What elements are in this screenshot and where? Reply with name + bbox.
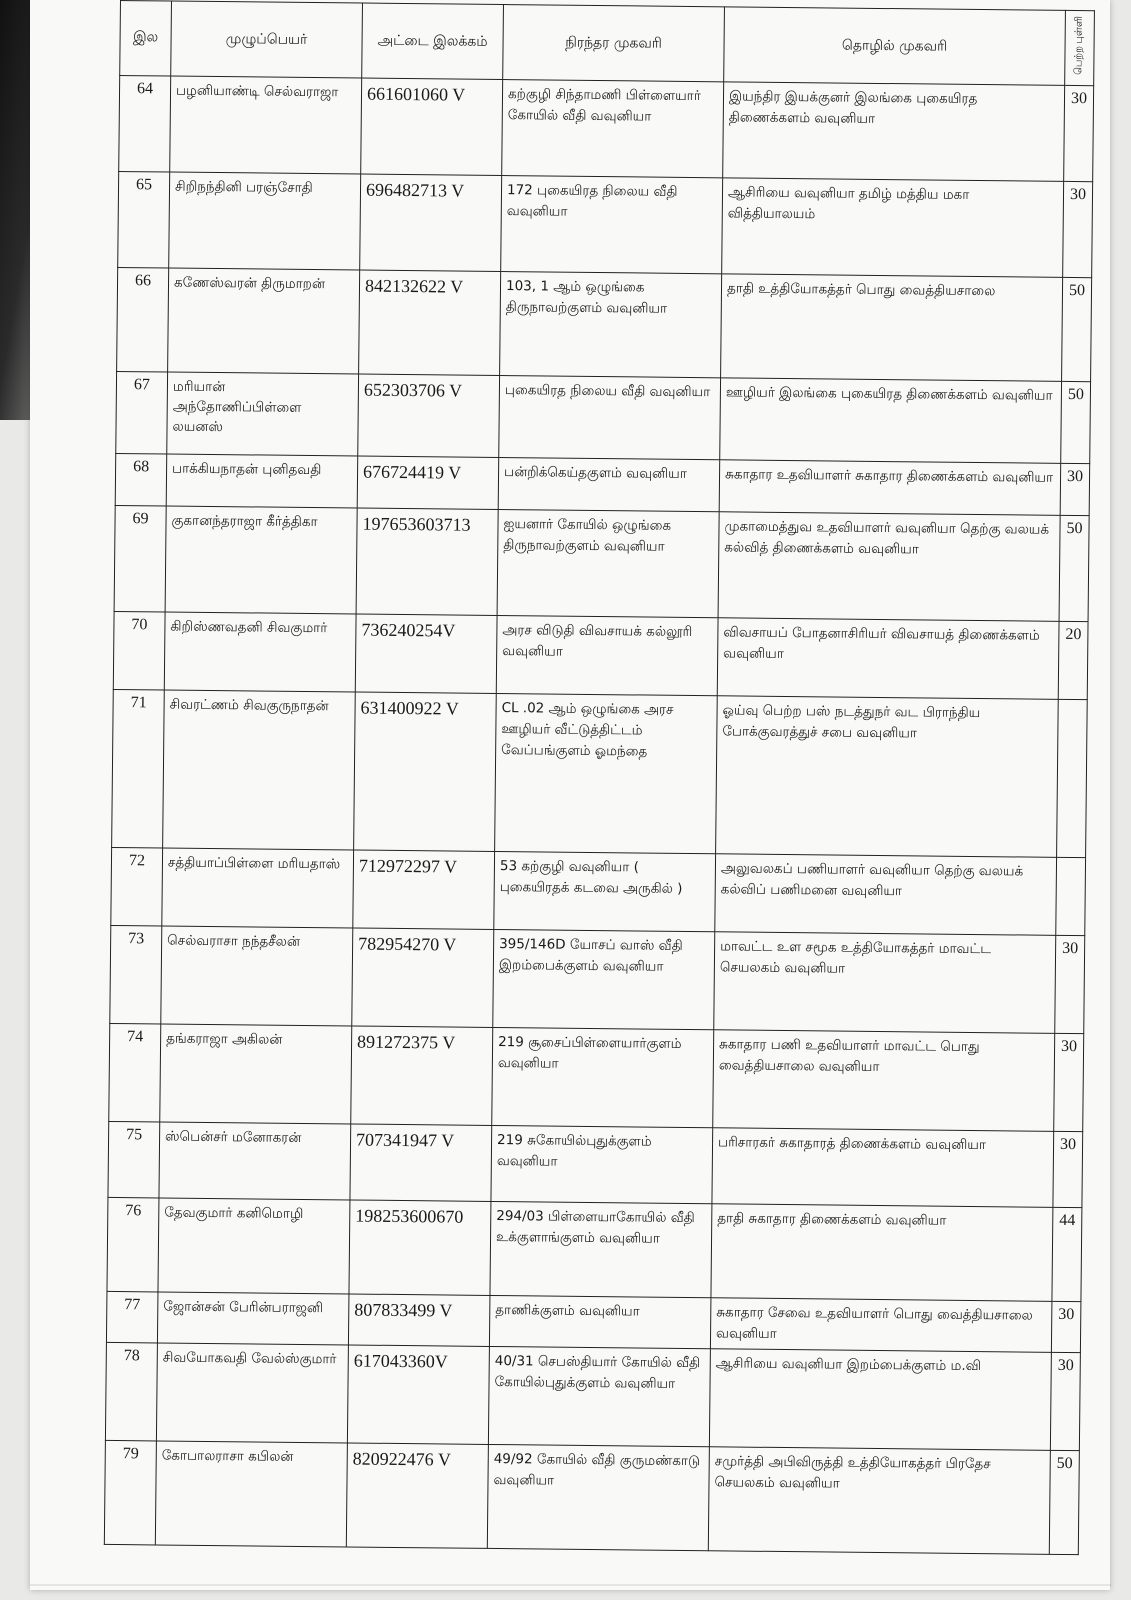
row-marks: 50 (1061, 381, 1091, 463)
row-name: கணேஸ்வரன் திருமாறன் (168, 268, 360, 374)
row-nic: 652303706 V (358, 374, 500, 457)
row-marks (1057, 699, 1088, 857)
row-address: 103, 1 ஆம் ஒழுங்கை திருநாவற்குளம் வவுனியா (500, 272, 722, 378)
row-no: 69 (114, 505, 166, 612)
row-address: பன்றிக்கெய்தகுளம் வவுனியா (498, 457, 720, 511)
table-row (107, 1197, 1082, 1301)
row-no: 74 (109, 1023, 161, 1122)
row-work: முகாமைத்துவ உதவியாளர் வவுனியா தெற்கு வலயக் கல்வித் திணைக்களம் வவுனியா (718, 512, 1060, 622)
row-address: 172 புகையிரத நிலைய வீதி வவுனியா (501, 176, 723, 274)
row-address: 219 சூசைப்பிள்ளையார்குளம் வவுனியா (492, 1027, 714, 1127)
header-no: இல (120, 1, 172, 77)
row-marks: 44 (1052, 1207, 1082, 1301)
page-edge-shadow (30, 1584, 1111, 1586)
row-name: தேவகுமார் கனிமொழி (158, 1198, 350, 1294)
row-no: 64 (119, 76, 171, 173)
row-nic: 712972297 V (353, 850, 495, 929)
row-marks: 30 (1051, 1301, 1081, 1352)
row-nic: 617043360V (347, 1345, 489, 1444)
header-nic: அட்டை இலக்கம் (362, 3, 504, 79)
row-name: சிவரட்ணம் சிவகுருநாதன் (163, 690, 356, 850)
row-work: ஆசிரியை வவுனியா தமிழ் மத்திய மகா வித்தியாலயம் (722, 178, 1064, 278)
row-no: 66 (117, 267, 169, 372)
row-nic: 661601060 V (361, 78, 503, 175)
row-name: தங்கராஜா அகிலன் (160, 1024, 352, 1124)
table-row (108, 1121, 1083, 1207)
row-work: தாதி சுகாதார திணைக்களம் வவுனியா (711, 1204, 1053, 1302)
row-marks: 20 (1058, 621, 1088, 699)
row-address: CL .02 ஆம் ஒழுங்கை அரச ஊழியர் வீட்டுத்திட்டம் வேப்பங்குளம் ஓமந்தை (495, 693, 718, 853)
row-no: 77 (106, 1291, 158, 1343)
row-nic: 782954270 V (352, 928, 494, 1027)
row-name: சத்தியாப்பிள்ளை மரியதாஸ் (162, 848, 354, 928)
row-address: 53 கற்குழி வவுனியா ( புகையிரதக் கடவை அருகில் ) (494, 851, 716, 931)
row-work: ஆசிரியை வவுனியா இறம்பைக்குளம் ம.வி (709, 1349, 1051, 1451)
row-marks: 30 (1060, 463, 1090, 515)
row-marks: 30 (1054, 1033, 1084, 1131)
row-nic: 631400922 V (354, 692, 497, 851)
row-name: சிவயோகவதி வேல்ஸ்குமார் (156, 1343, 348, 1443)
table-row (116, 371, 1091, 463)
row-no: 71 (112, 689, 165, 848)
applicant-table (104, 0, 1095, 1555)
row-marks: 30 (1063, 181, 1093, 277)
row-work: சுகாதார பணி உதவியாளர் மாவட்ட பொது வைத்தியசாலை வவுனியா (713, 1030, 1055, 1132)
row-marks (1056, 857, 1086, 935)
row-work: ஓய்வு பெற்ற பஸ் நடத்துநர் வட பிராந்திய போக்குவரத்துச் சபை வவுனியா (716, 696, 1059, 858)
table-row (117, 267, 1092, 381)
row-address: ஐயனார் கோயில் ஒழுங்கை திருநாவற்குளம் வவுனியா (497, 509, 719, 617)
row-work: மாவட்ட உள சமூக உத்தியோகத்தர் மாவட்ட செயலகம் வவுனியா (714, 932, 1056, 1034)
row-address: அரச விடுதி விவசாயக் கல்லூரி வவுனியா (496, 615, 718, 695)
row-nic: 198253600670 (349, 1200, 491, 1295)
row-nic: 891272375 V (351, 1026, 493, 1125)
row-address: 40/31 செபஸ்தியார் கோயில் வீதி கோயில்புதுக்குளம் வவுனியா (488, 1346, 710, 1446)
row-name: கோபாலராசா கபிலன் (155, 1441, 347, 1547)
row-no: 78 (105, 1342, 157, 1441)
row-marks: 50 (1059, 515, 1089, 621)
row-name: பழனியாண்டி செல்வராஜா (170, 76, 362, 174)
table-row (119, 76, 1094, 182)
row-nic: 696482713 V (360, 174, 502, 271)
row-work: சுகாதார உதவியாளர் சுகாதார திணைக்களம் வவுனியா (719, 460, 1061, 516)
row-nic: 676724419 V (357, 456, 499, 509)
row-name: கிறிஸ்ணவதனி சிவகுமார் (164, 612, 356, 692)
row-address: 294/03 பிள்ளையாகோயில் வீதி உக்குளாங்குளம் வவுனியா (490, 1201, 712, 1297)
row-no: 68 (115, 453, 167, 506)
row-no: 79 (104, 1440, 156, 1545)
row-no: 67 (116, 371, 168, 454)
table-header-row (120, 1, 1095, 86)
row-marks: 50 (1062, 277, 1092, 381)
row-no: 73 (110, 925, 162, 1024)
table-row (109, 1023, 1084, 1131)
row-marks: 30 (1064, 85, 1094, 181)
row-no: 72 (111, 847, 163, 926)
row-address: புகையிரத நிலைய வீதி வவுனியா (499, 375, 721, 459)
row-name: பாக்கியநாதன் புனிதவதி (166, 454, 358, 508)
row-marks: 30 (1055, 935, 1085, 1033)
row-no: 76 (107, 1197, 159, 1292)
row-name: செல்வராசா நந்தசீலன் (161, 926, 353, 1026)
row-address: கற்குழி சிந்தாமணி பிள்ளையார் கோயில் வீதி வவுனியா (502, 80, 724, 178)
header-marks (1065, 10, 1095, 85)
row-no: 75 (108, 1121, 160, 1198)
row-work: இயந்திர இயக்குனர் இலங்கை புகையிரத திணைக்களம் வவுனியா (723, 82, 1065, 182)
row-work: தாதி உத்தியோகத்தர் பொது வைத்தியசாலை (721, 274, 1063, 382)
row-marks: 50 (1049, 1450, 1079, 1554)
table-row (111, 847, 1086, 935)
row-nic: 807833499 V (348, 1294, 490, 1346)
row-no: 65 (118, 171, 170, 268)
row-name: சிறிநந்தினி பரஞ்சோதி (169, 172, 361, 270)
header-marks-label: பெற்ற புள்ளி (1073, 16, 1085, 76)
row-nic: 820922476 V (346, 1443, 488, 1548)
row-address: 395/146D யோசப் வாஸ் வீதி இறம்பைக்குளம் வவுனியா (493, 929, 715, 1029)
row-name: மரியான் அந்தோணிப்பிள்ளை லயனஸ் (167, 372, 359, 456)
row-work: ஊழியர் இலங்கை புகையிரத திணைக்களம் வவுனியா (720, 378, 1062, 464)
table-row (105, 1342, 1080, 1450)
row-address: தாணிக்குளம் வவுனியா (489, 1295, 711, 1348)
row-marks: 30 (1050, 1352, 1080, 1450)
row-nic: 707341947 V (350, 1124, 492, 1201)
row-name: குகானந்தராஜா கீர்த்திகா (165, 506, 357, 614)
row-nic: 736240254V (355, 614, 497, 693)
document-page (30, 0, 1110, 1590)
row-work: பரிசாரகர் சுகாதாரத் திணைக்களம் வவுனியா (712, 1128, 1054, 1208)
row-address: 49/92 கோயில் வீதி குருமண்காடு வவுனியா (487, 1444, 709, 1550)
row-work: அலுவலகப் பணியாளர் வவுனியா தெற்கு வலயக் கல்விப் பணிமனை வவுனியா (715, 854, 1057, 936)
table-row (113, 611, 1088, 699)
row-no: 70 (113, 611, 165, 690)
table-body (104, 76, 1093, 1555)
row-work: விவசாயப் போதனாசிரியர் விவசாயத் திணைக்களம் வவுனியா (717, 618, 1059, 700)
table-row (112, 689, 1088, 857)
row-work: சமுர்த்தி அபிவிருத்தி உத்தியோகத்தர் பிரதேச செயலகம் வவுனியா (708, 1447, 1050, 1555)
header-address: நிரந்தர முகவரி (503, 5, 725, 82)
row-marks: 30 (1053, 1131, 1083, 1207)
row-name: ஸ்பென்சர் மனோகரன் (159, 1122, 351, 1200)
table-row (110, 925, 1085, 1033)
row-nic: 842132622 V (359, 270, 501, 375)
table-row (114, 505, 1089, 621)
row-name: ஜோன்சன் பேரின்பராஜனி (157, 1292, 349, 1345)
table-row (104, 1440, 1079, 1554)
row-work: சுகாதார சேவை உதவியாளர் பொது வைத்தியசாலை வவுனியா (710, 1298, 1052, 1353)
header-name: முழுப்பெயர் (171, 1, 363, 78)
row-address: 219 சுகோயில்புதுக்குளம் வவுனியா (491, 1125, 713, 1203)
table-row (118, 171, 1093, 277)
header-work: தொழில் முகவரி (724, 7, 1066, 86)
row-nic: 197653603713 (356, 508, 498, 615)
